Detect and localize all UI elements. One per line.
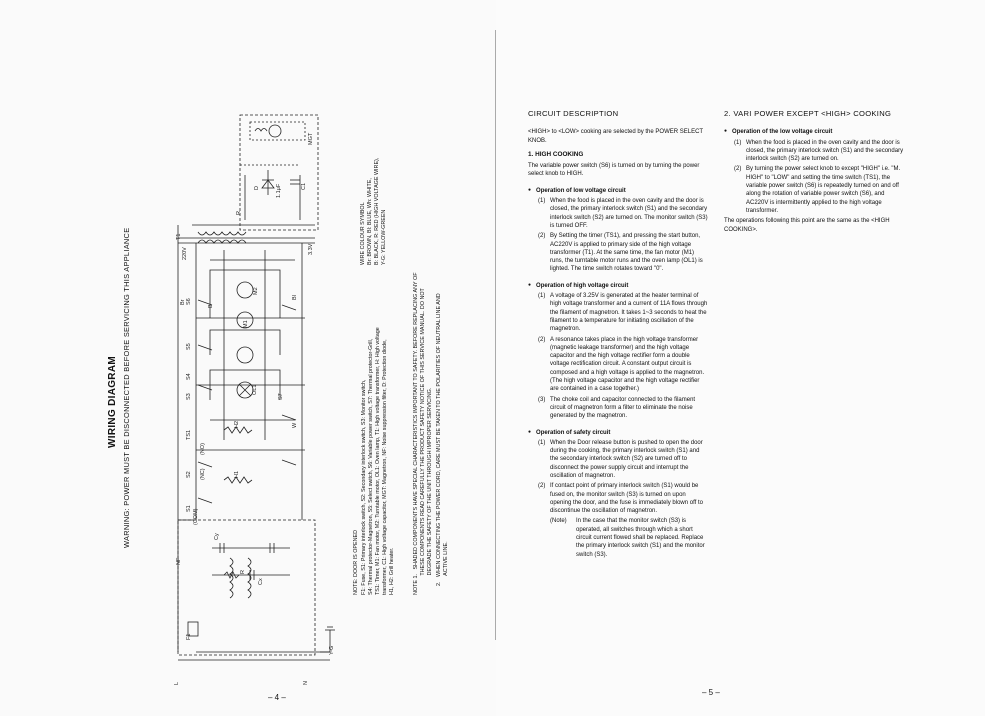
item-text: When the food is placed in the oven cavity and the door is closed, the primary interlock switch (S1) and the secondary interlock switch (S2) are turned on. The monitor switch (S3) is turned OFF. bbox=[550, 198, 708, 229]
label-bl: Bl bbox=[292, 295, 298, 300]
item-text: By Setting the timer (TS1), and pressing the start button, AC220V is applied to primary side of the high voltage transformer (T1). At the same time, the fan motor (M1) runs, the turntable motor runs and the oven lamp (OL1) is lighted. The time switch rotates toward "0". bbox=[550, 233, 703, 273]
op-low-title: ● Operation of low voltage circuit bbox=[528, 187, 708, 195]
label-s5: S5 bbox=[186, 343, 192, 350]
grill-motor bbox=[237, 347, 253, 363]
note-door-opened: NOTE: DOOR IS OPENED bbox=[353, 530, 359, 595]
filter-coil bbox=[230, 558, 233, 598]
item-number: (1) bbox=[538, 198, 546, 205]
legend-line-1: F1: Fuse, S1: Primary interlock switch, S2: Secondary interlock switch, S3: Monitor switch, bbox=[361, 379, 367, 595]
label-s4: S4 bbox=[186, 373, 192, 380]
item-text: When the Door release button is pushed to open the door during the cooking, the primary interlock switch (S1) and the secondary interlock switch (S2) are turned off to disconnect the power supply circuit and interrupt the oscillation of magnetron. bbox=[550, 439, 703, 479]
item-number: (2) bbox=[538, 336, 546, 343]
legend-line-5: H1, H2: Grill heater. bbox=[389, 547, 395, 595]
item-number: (2) bbox=[734, 166, 742, 173]
transformer-t1-secondary bbox=[198, 232, 246, 235]
safety-note-label: (Note) bbox=[550, 518, 567, 525]
op-safety-item bbox=[538, 482, 708, 515]
label-c1: C1 bbox=[301, 182, 307, 190]
label-d: D bbox=[254, 186, 260, 190]
diagram-warning: WARNING: POWER MUST BE DISCONNECTED BEFORE SERVICING THIS APPLIANCE bbox=[122, 227, 131, 548]
wire-colour-line-3: Y-G: YELLOW-GREEN bbox=[381, 209, 387, 265]
op-vari-title: ● Operation of the low voltage circuit bbox=[724, 128, 904, 136]
op-vari-item bbox=[734, 139, 904, 164]
op-high-item bbox=[538, 396, 708, 421]
label-l: L bbox=[174, 681, 180, 685]
legend-line-4: transformer, C1: High voltage capacitor, MGT: Magnetron, NF: Noise suppression filter, D: Protection diode, bbox=[382, 339, 388, 595]
label-com: (COM) bbox=[193, 508, 199, 525]
label-cx: Cx bbox=[258, 578, 264, 585]
label-h1: H1 bbox=[234, 470, 240, 478]
op-high-item bbox=[538, 292, 708, 333]
item-text: A voltage of 3.25V is generated at the heater terminal of high voltage transformer and a current of 11A flows through the filament of magnetron. It takes 1~3 seconds to heat the filament to a temperature for initiating oscillation of the magnetron. bbox=[550, 293, 708, 333]
transformer-t1-primary bbox=[198, 240, 246, 243]
op-high-title: ● Operation of high voltage circuit bbox=[528, 282, 708, 290]
wire-colour-line-2: B: BLACK, R: RED (HIGH VOLTAGE WIRE), bbox=[374, 157, 380, 265]
item-number: (1) bbox=[538, 439, 546, 446]
safety-note-text: In the case that the monitor switch (S3) is operated, all switches through which a short circuit current flowed shall be replaced. Replace the primary interlock switch (S1) and the monitor switch (S3). bbox=[576, 518, 705, 558]
item-number: (3) bbox=[538, 396, 546, 403]
label-s2: S2 bbox=[186, 471, 192, 478]
label-s3: S3 bbox=[186, 393, 192, 400]
page-number-left: – 4 – bbox=[268, 693, 286, 702]
item-text: By turning the power select knob to except "HIGH" i.e. "M. HIGH" to "LOW" and setting the time switch (TS1), the variable power switch (S6) is repeatedly turned on and off along the rotation of variable power switch (S6), and AC220V is intermittently applied to the high voltage transformer. bbox=[746, 166, 901, 214]
right-page bbox=[496, 0, 985, 716]
note1-line-2: THESE COMPONENTS READ CAREFULLY THE PRODUCT SAFETY NOTICE OF THIS SERVICE MANUAL. DO NOT bbox=[420, 288, 426, 595]
label-w: W bbox=[292, 422, 298, 428]
item-number: (1) bbox=[734, 139, 742, 146]
item-text: The choke coil and capacitor connected to the filament circuit of magnetron form a filter to eliminate the noise generated by the magnetron. bbox=[550, 396, 696, 420]
label-n: N bbox=[303, 681, 309, 685]
label-b: B bbox=[208, 304, 214, 308]
legend-line-2: S4: Thermal protector-Magnetron, S5: Select switch, S6: Variable power switch, S7: Thermal protector-Grill, bbox=[368, 338, 374, 595]
label-no: (NO) bbox=[200, 443, 206, 455]
label-11uf: 1.1μF bbox=[276, 183, 282, 198]
label-ts1: TS1 bbox=[186, 429, 192, 440]
wire-colour-title: WIRE COLOUR SYMBOL bbox=[360, 202, 366, 265]
op-low-item bbox=[538, 232, 708, 273]
item-text: A resonance takes place in the high voltage transformer (magnetic leakage transformer) and the high voltage capacitor and the high voltage rectifier form a double voltage rectification circuit. A constant output circuit is composed and a high voltage is applied to the magnetron. (The high voltage capacitor and the high voltage rectifier are contained in a case together.) bbox=[550, 336, 705, 393]
op-low-item bbox=[538, 197, 708, 230]
hv-section-box bbox=[240, 115, 318, 230]
op-high-item bbox=[538, 336, 708, 394]
item-number: (2) bbox=[538, 483, 546, 490]
label-f1: F1 bbox=[186, 633, 192, 640]
label-ol1: OL1 bbox=[252, 384, 258, 395]
intro-text: <HIGH> to <LOW> cooking are selected by the POWER SELECT KNOB. bbox=[528, 129, 703, 144]
label-yg: Y-G bbox=[329, 645, 335, 655]
label-220v: 220V bbox=[182, 247, 188, 260]
label-s7: S7 bbox=[278, 393, 284, 400]
label-s6: S6 bbox=[186, 298, 192, 305]
label-r: R bbox=[240, 570, 246, 574]
note2-line-1: 2. WHEN CONNECTING THE POWER CORD, CARE MUST BE TAKEN TO THE POLARITIES OF NEUTRAL LINE AND bbox=[436, 293, 442, 595]
note2-line-2: ACTIVE LINE. bbox=[443, 541, 449, 595]
note1-line-1: NOTE 1. SHADED COMPONENTS HAVE SPECIAL CHARACTERISTICS IMPORTANT TO SAFETY. BEFORE REPLACING ANY OF bbox=[413, 272, 419, 595]
label-t1: T1 bbox=[176, 233, 182, 240]
label-nc: (NC) bbox=[200, 468, 206, 480]
label-33v: 3.3V bbox=[308, 243, 314, 255]
item-number: (2) bbox=[538, 233, 546, 240]
legend-line-3: TS1: Timer, M1: Fan motor, M2: Turntable motor, OL1: Oven lamp, T1: High voltage transformer, H: High voltage bbox=[375, 327, 381, 595]
label-s1: S1 bbox=[186, 505, 192, 512]
item-text: If contact point of primary interlock switch (S1) would be fused on, the monitor switch (S3) is turned on upon opening the door, and the fuse is immediately blown off to discontinue the oscillation of magnetron. bbox=[550, 483, 703, 515]
diagram-title: WIRING DIAGRAM bbox=[107, 356, 118, 448]
section2-title: 2. VARI POWER EXCEPT <HIGH> COOKING bbox=[724, 109, 892, 118]
op-vari-item bbox=[734, 165, 904, 215]
item-text: When the food is placed in the oven cavity and the door is closed, the primary interlock switch (S1) and the secondary interlock switch (S2) are turned on. bbox=[746, 139, 904, 163]
note1-line-3: DEGRADE THE SAFETY OF THE UNIT THROUGH IMPROPER SERVICING. bbox=[427, 387, 433, 595]
label-r-wire: R bbox=[236, 211, 242, 215]
wire-colour-line-1: Br: BROWN, Bl: BLUE, Wh: WHITE, bbox=[367, 178, 373, 265]
section1-title: 1. HIGH COOKING bbox=[528, 150, 584, 158]
vari-follow-text: The operations following this point are the same as the <HIGH COOKING>. bbox=[724, 218, 890, 233]
op-safety-title: ● Operation of safety circuit bbox=[528, 429, 708, 437]
noise-filter-box bbox=[178, 520, 315, 655]
label-m2: M2 bbox=[253, 287, 259, 295]
safety-note bbox=[550, 517, 708, 558]
section1-text: The variable power switch (S6) is turned on by turning the power select knob to HIGH. bbox=[528, 163, 700, 178]
circuit-description-heading: CIRCUIT DESCRIPTION bbox=[528, 109, 619, 118]
label-br: Br bbox=[180, 299, 186, 305]
label-nf: NF bbox=[176, 557, 182, 565]
item-number: (1) bbox=[538, 293, 546, 300]
label-cy: Cy bbox=[214, 533, 220, 540]
label-h2: H2 bbox=[234, 420, 240, 428]
turntable-motor-m2 bbox=[237, 282, 253, 298]
column-right bbox=[724, 110, 904, 237]
page-number-right: – 5 – bbox=[702, 688, 720, 697]
label-mgt: MGT bbox=[308, 132, 314, 145]
label-m1: M1 bbox=[243, 320, 249, 328]
magnetron-mgt bbox=[250, 122, 305, 140]
op-safety-item bbox=[538, 439, 708, 480]
column-left bbox=[528, 110, 708, 559]
